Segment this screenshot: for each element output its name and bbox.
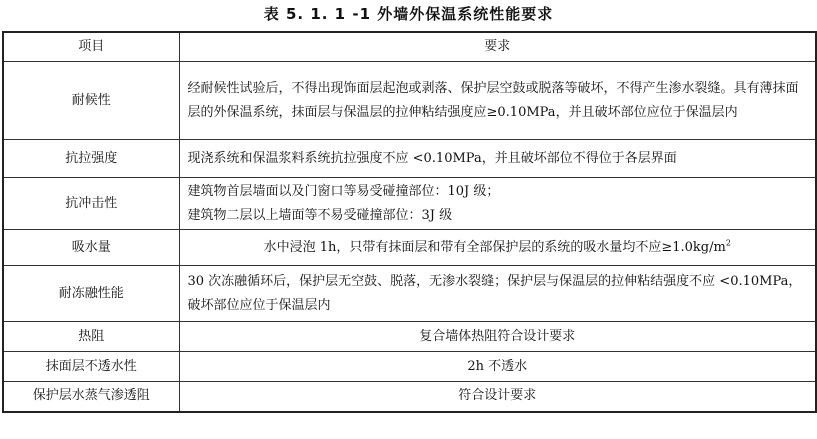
header-item: 项目	[3, 32, 179, 62]
row-name: 抹面层不透水性	[3, 352, 179, 382]
row-name: 抗冲击性	[3, 178, 179, 230]
row-requirement	[179, 178, 816, 230]
row-name: 耐候性	[3, 62, 179, 140]
table-title: 表 5. 1. 1 -1 外墙外保温系统性能要求	[263, 5, 554, 23]
row-name: 耐冻融性能	[3, 266, 179, 322]
unit-superscript: 2	[725, 238, 731, 248]
row-requirement: 30 次冻融循环后，保护层无空鼓、脱落，无渗水裂缝；保护层与保温层的拉伸粘结强度不应 <0.10MPa，破坏部位应位于保温层内	[179, 266, 816, 322]
row-requirement: 复合墙体热阻符合设计要求	[179, 322, 816, 352]
table-row	[3, 140, 816, 178]
row-requirement: 现浇系统和保温浆料系统抗拉强度不应 <0.10MPa，并且破坏部位不得位于各层界面	[179, 140, 816, 178]
row-name: 抗拉强度	[3, 140, 179, 178]
table-row	[3, 352, 816, 382]
table-row	[3, 230, 816, 266]
header-requirement: 要求	[179, 32, 816, 62]
table-row	[3, 382, 816, 412]
performance-requirements-table	[2, 31, 817, 413]
row-name: 保护层水蒸气渗透阻	[3, 382, 179, 412]
table-row	[3, 322, 816, 352]
requirement-line: 建筑物二层以上墙面等不易受碰撞部位：3J 级	[187, 207, 453, 223]
row-requirement: 符合设计要求	[179, 382, 816, 412]
row-name: 热阻	[3, 322, 179, 352]
requirement-line: 建筑物首层墙面以及门窗口等易受碰撞部位：10J 级；	[187, 183, 500, 199]
table-header-row	[3, 32, 816, 62]
row-name: 吸水量	[3, 230, 179, 266]
table-row	[3, 266, 816, 322]
row-requirement: 2h 不透水	[179, 352, 816, 382]
row-requirement	[179, 230, 816, 266]
requirement-text: 水中浸泡 1h，只带有抹面层和带有全部保护层的系统的吸水量均不应≥1.0kg/m	[263, 239, 726, 255]
row-requirement: 经耐候性试验后，不得出现饰面层起泡或剥落、保护层空鼓或脱落等破坏，不得产生渗水裂缝。具有薄抹面层的外保温系统，抹面层与保温层的拉伸粘结强度应≥0.10MPa，并且破坏部位应位于保温层内	[179, 62, 816, 140]
table-row	[3, 178, 816, 230]
table-row	[3, 62, 816, 140]
